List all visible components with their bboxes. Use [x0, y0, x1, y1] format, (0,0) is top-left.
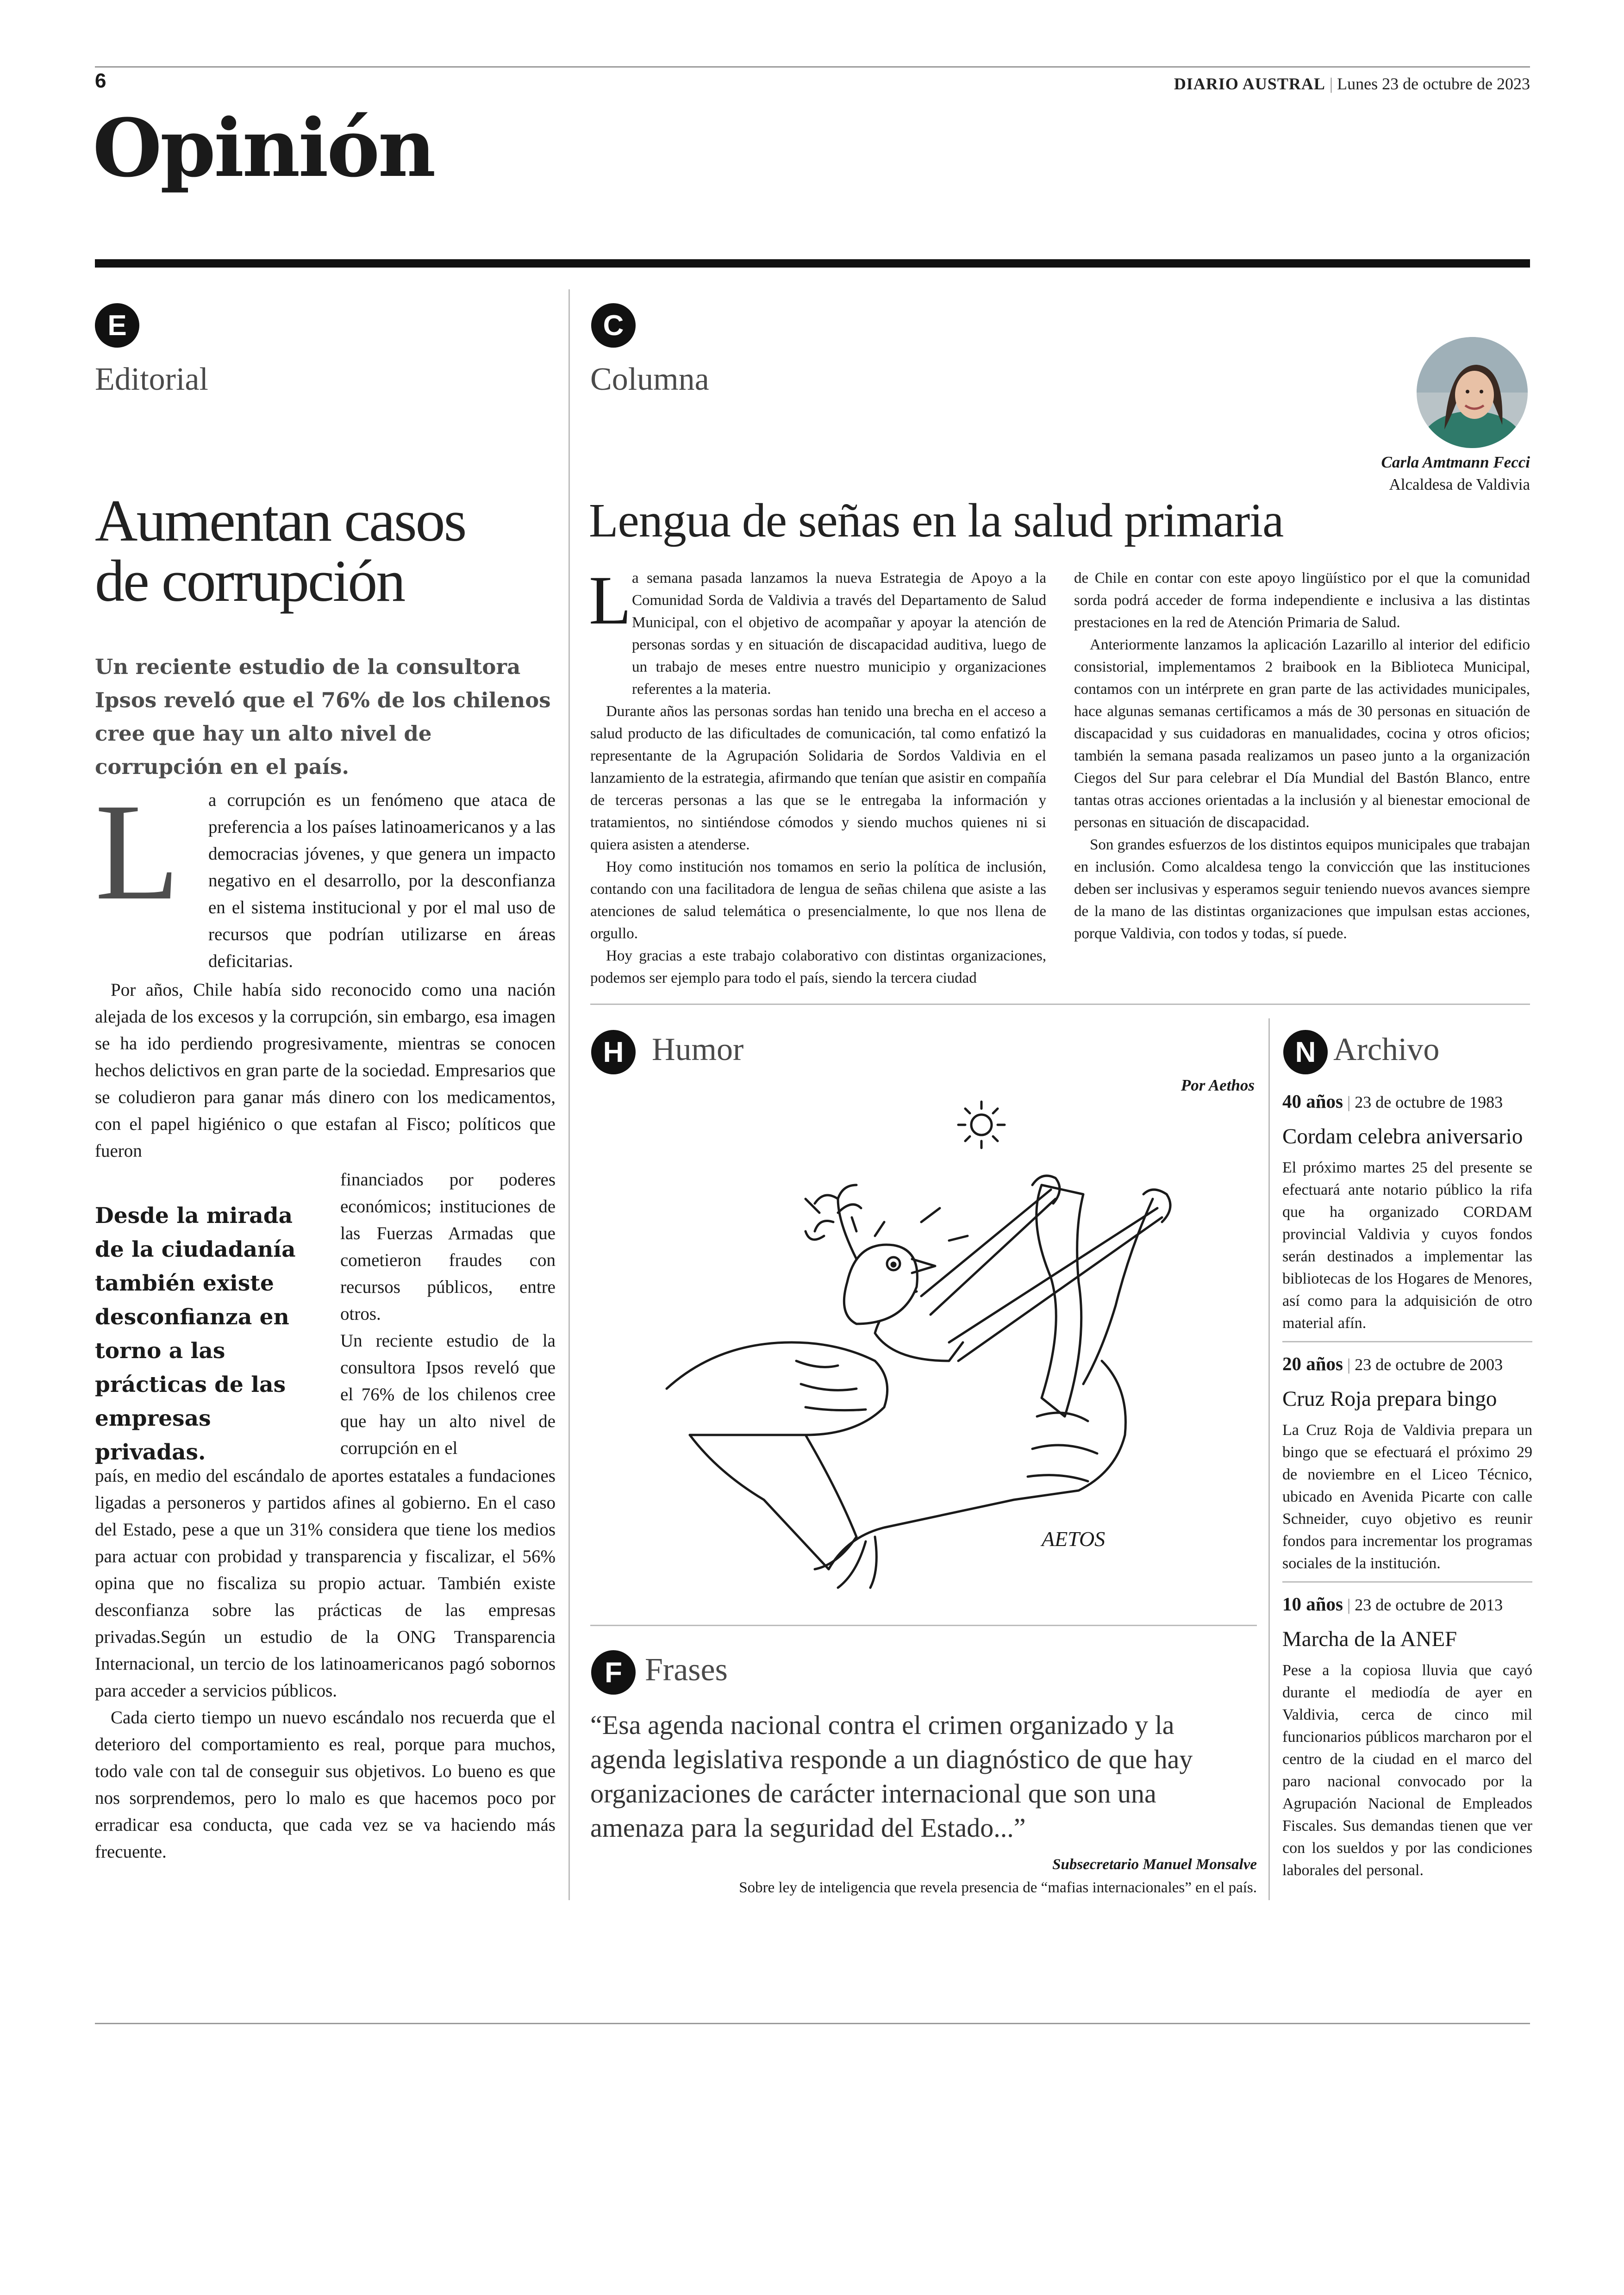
humor-cartoon [597, 1083, 1264, 1611]
editorial-text: Por años, Chile había sido reconocido como una nación alejada de los excesos y la corrupción, sin embargo, esa imagen se ha ido perdiendo progresivamente, mientras se conocen hechos delictivos en gran parte de la sociedad. Empresarios que se coludieron para ganar más dinero con los medicamentos, con el papel higiénico o que estafan al Fisco; políticos que fueron [95, 980, 556, 1161]
author-photo [1417, 337, 1528, 448]
editorial-paragraph [95, 977, 556, 1165]
editorial-text: Cada cierto tiempo un nuevo escándalo nos recuerda que el deterioro del comportamiento es real, porque para muchos, todo vale con tal de conseguir sus objetivos. Lo bueno es que nos sorprendemos, pero lo malo es que hacemos poco por erradicar esa conducta, que cada vez se va haciendo más frecuente. [95, 1708, 556, 1862]
archivo-item-dateline: 40 años | 23 de octubre de 1983 [1282, 1091, 1503, 1112]
columna-title: Lengua de señas en la salud primaria [589, 494, 1284, 547]
author-credit [1381, 451, 1530, 496]
archivo-badge: N [1283, 1030, 1328, 1074]
archivo-item [1282, 1593, 1532, 1882]
editorial-paragraph [208, 787, 556, 975]
archivo-date: 23 de octubre de 1983 [1355, 1093, 1503, 1111]
section-divider [590, 1625, 1257, 1626]
masthead-line: DIARIO AUSTRAL | Lunes 23 de octubre de 2023 [1174, 75, 1530, 93]
archivo-years: 10 años [1282, 1593, 1343, 1615]
columna-text: Durante años las personas sordas han tenido una brecha en el acceso a salud producto de las dificultades de comunicación, tal como enfatizó la representante de la Agrupación Solidaria de Sordos Valdivia en el lanzamiento de la estrategia, afirmando que tenían que asistir en compañía de terceras personas a las que se le entregaba la información y tratamientos, no sintiéndose cómodos y siendo muchos quienes ni si quiera asisten a atenderse. [590, 703, 1046, 853]
author-name: Carla Amtmann Fecci [1381, 453, 1530, 471]
archivo-years: 20 años [1282, 1353, 1343, 1374]
columna-column-2 [1074, 567, 1530, 945]
columna-text: Hoy gracias a este trabajo colaborativo con distintas organizaciones, podemos ser ejemplo para todo el país, siendo la tercera ciudad [590, 948, 1046, 986]
editorial-text: Un reciente estudio de la consultora Ipsos reveló que el 76% de los chilenos cree que hay un alto nivel de corrupción en el [340, 1331, 556, 1458]
archivo-divider [1282, 1581, 1532, 1583]
archivo-item-title: Cordam celebra aniversario [1282, 1124, 1523, 1148]
frases-badge: F [591, 1650, 636, 1695]
archivo-item [1282, 1090, 1532, 1342]
editorial-title-line: de corrupción [95, 548, 405, 614]
editorial-text: financiados por poderes económicos; instituciones de las Fuerzas Armadas que cometieron fraudes con recursos públicos, entre otros. [340, 1170, 556, 1324]
newspaper-name: DIARIO AUSTRAL [1174, 75, 1325, 93]
author-role: Alcaldesa de Valdivia [1389, 475, 1530, 493]
archivo-item-text: Pese a la copiosa lluvia que cayó durante el mediodía de ayer en Valdivia, cerca de cinco mil funcionarios públicos marcharon por el centro de la ciudad en el marco del paro nacional convocado por la Agrupación Nacional de Empleados Fiscales. Sus demandas tienen que ver con los sueldos y por las condiciones laborales del personal. [1282, 1662, 1532, 1879]
editorial-pullquote: Desde la mirada de la ciudadanía también existe desconfianza en torno a las prácticas de las empresas privadas. [95, 1203, 296, 1465]
archivo-item-dateline: 20 años | 23 de octubre de 2003 [1282, 1353, 1503, 1374]
columna-text: Son grandes esfuerzos de los distintos equipos municipales que trabajan en inclusión. Como alcaldesa tengo la convicción que las instituciones deben ser inclusivas y esperamos seguir teniendo nuevos avances siempre de la mano de las distintas organizaciones que impulsan estas acciones, porque Valdivia, con todos y todas, sí puede. [1074, 836, 1530, 942]
humor-badge: H [591, 1030, 636, 1074]
editorial-label: Editorial [95, 362, 208, 397]
frases-quote: “Esa agenda nacional contra el crimen organizado y la agenda legislativa responde a un diagnóstico de que hay organizaciones de carácter internacional que son una amenaza para la seguridad del Estado...” [590, 1710, 1193, 1843]
archivo-date: 23 de octubre de 2003 [1355, 1355, 1503, 1374]
columna-label: Columna [590, 362, 709, 397]
archivo-date: 23 de octubre de 2013 [1355, 1596, 1503, 1614]
editorial-paragraph [340, 1166, 556, 1462]
archivo-item [1282, 1353, 1532, 1583]
section-rule [95, 259, 1530, 268]
humor-credit: Por Aethos [1181, 1076, 1255, 1094]
top-rule [95, 66, 1530, 68]
editorial-title-line: Aumentan casos [95, 488, 466, 554]
archivo-years: 40 años [1282, 1091, 1343, 1112]
frases-label: Frases [645, 1652, 728, 1688]
columna-dropcap: L [589, 562, 631, 639]
author-portrait-icon [1417, 337, 1528, 448]
cartoon-signature: AETOS [1042, 1527, 1106, 1551]
column-divider [1268, 1018, 1270, 1900]
columna-text: a semana pasada lanzamos la nueva Estrategia de Apoyo a la Comunidad Sorda de Valdivia a través del Departamento de Salud Municipal, con el objetivo de acompañar y apoyar la atención de personas sordas y en situación de discapacidad auditiva, luego de un trabajo de meses entre nuestro municipio y organizaciones referentes a la materia. [632, 570, 1046, 698]
archivo-item-text: El próximo martes 25 del presente se efectuará ante notario público la rifa que ha organizado CORDAM provincial Valdivia y cuyos fondos serán destinados a implementar las bibliotecas de los Hogares de Menores, así como para la adquisición de otro material afín. [1282, 1159, 1532, 1332]
editorial-badge: E [95, 303, 139, 348]
section-title: Opinión [93, 101, 434, 195]
columna-text: Hoy como institución nos tomamos en serio la política de inclusión, contando con una facilitadora de lengua de señas chilena que asiste a las atenciones de salud telemática o presencialmente, lo que nos llena de orgullo. [590, 859, 1046, 942]
page-number: 6 [95, 69, 106, 92]
section-divider [590, 1004, 1530, 1005]
editorial-title [95, 488, 558, 614]
frases-context: Sobre ley de inteligencia que revela presencia de “mafias internacionales” en el país. [739, 1879, 1257, 1896]
editorial-text: país, en medio del escándalo de aportes estatales a fundaciones ligadas a personeros y partidos afines al gobierno. En el caso del Estado, pese a que un 31% considera que tiene los medios para actuar con probidad y transparencia y fiscalizar, el 56% opina que no fiscaliza su propio actuar. También existe desconfianza sobre las prácticas de las empresas privadas.Según un estudio de la ONG Transparencia Internacional, un tercio de los latinoamericanos pagó sobornos para acceder a servicios públicos. [95, 1466, 556, 1701]
editorial-paragraph [95, 1463, 556, 1865]
archivo-divider [1282, 1341, 1532, 1342]
issue-date: Lunes 23 de octubre de 2023 [1337, 75, 1530, 93]
columna-text: Anteriormente lanzamos la aplicación Lazarillo al interior del edificio consistorial, implementamos 2 braibook en la Biblioteca Municipal, contamos con un intérprete en gran parte de las actividades municipales, hace algunas semanas certificamos a más de 30 personas en situación de discapacidad y sus cuidadoras en manualidades, cocina y otros oficios; también la semana pasada realizamos un paseo junto a la organización Ciegos del Sur para celebrar el Día Mundial del Bastón Blanco, entre tantas otras acciones orientadas a la inclusión y al bienestar emocional de personas en situación de discapacidad. [1074, 636, 1530, 831]
editorial-dropcap: L [95, 775, 180, 929]
columna-text: de Chile en contar con este apoyo lingüístico por el que la comunidad sorda podrá acceder de forma independiente e inclusiva a las distintas prestaciones en la red de Atención Primaria de Salud. [1074, 570, 1530, 631]
editorial-text: a corrupción es un fenómeno que ataca de preferencia a los países latinoamericanos y a las democracias jóvenes, y que genera un impacto negativo en el desarrollo, por la desconfianza en el sistema institucional y por el mal uso de recursos que podrían utilizarse en áreas deficitarias. [208, 790, 556, 971]
humor-label: Humor [652, 1032, 744, 1067]
archivo-list [1282, 1090, 1532, 1882]
frases-source: Subsecretario Manuel Monsalve [1052, 1856, 1257, 1873]
editorial-lead: Un reciente estudio de la consultora Ipsos reveló que el 76% de los chilenos cree que hay un alto nivel de corrupción en el país. [95, 655, 551, 779]
archivo-item-dateline: 10 años | 23 de octubre de 2013 [1282, 1593, 1503, 1615]
bottom-rule [95, 2023, 1530, 2024]
columna-badge: C [591, 303, 636, 348]
archivo-item-title: Marcha de la ANEF [1282, 1627, 1457, 1651]
archivo-item-text: La Cruz Roja de Valdivia prepara un bingo que se efectuará el próximo 29 de noviembre en el Liceo Técnico, ubicado en Avenida Picarte con calle Schneider, cuyo objetivo es reunir fondos para incrementar los programas sociales de la institución. [1282, 1422, 1532, 1572]
column-divider [568, 289, 570, 1900]
archivo-item-title: Cruz Roja prepara bingo [1282, 1387, 1497, 1411]
archivo-label: Archivo [1333, 1032, 1440, 1067]
columna-column-1 [589, 562, 1046, 989]
